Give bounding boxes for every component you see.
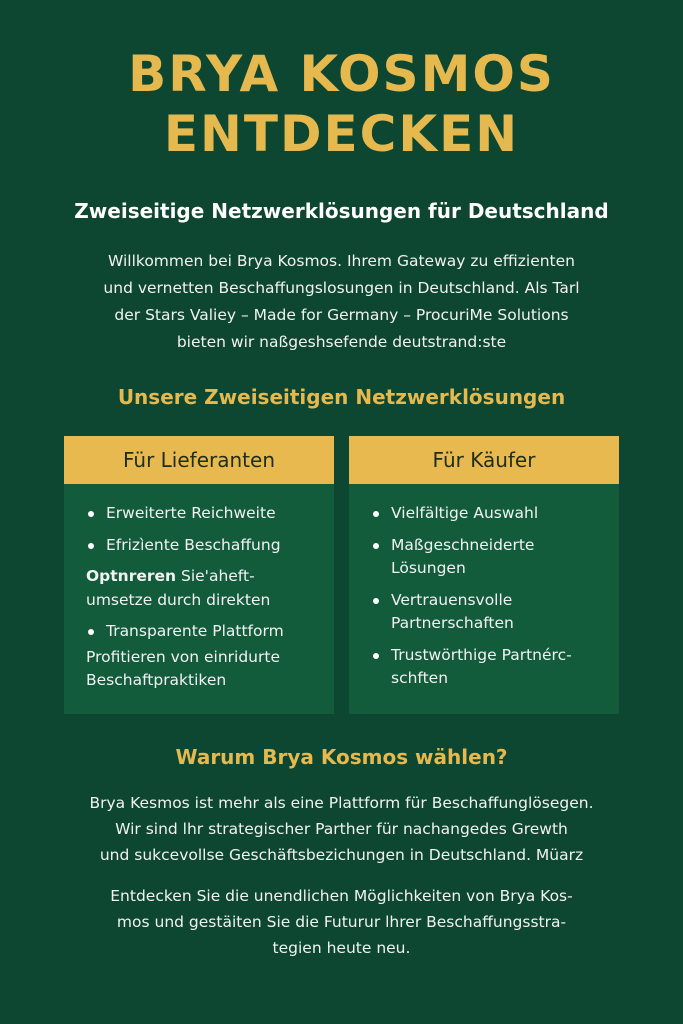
title-line-2: ENTDECKEN: [163, 105, 520, 163]
intro-paragraph: [70, 248, 613, 356]
intro-line: bieten wir naßgeshsefende deutstrand:ste: [176, 333, 507, 351]
list-item: [371, 502, 619, 526]
list-item-text: Transparente Plattform: [106, 622, 284, 640]
why-line: Brya Kesmos ist mehr als eine Plattform für Beschaffunglösegen.: [89, 794, 594, 812]
buyers-card: [349, 436, 619, 714]
intro-line: und vernetten Beschaffungslosungen in Deutschland. Als Tarl: [103, 279, 580, 297]
why-paragraph: [60, 790, 623, 868]
closing-line: mos und gestäiten Sie die Futurur lhrer Beschaffungsstra-: [116, 913, 567, 931]
list-item-text: Erweiterte Reichweite: [106, 504, 276, 522]
list-item: [86, 620, 334, 644]
list-item: [86, 534, 334, 558]
list-item: [371, 534, 619, 581]
suppliers-card-title: Für Lieferanten: [64, 436, 334, 484]
list-item-text: Efrizìente Beschaffung: [106, 535, 281, 554]
title-line-1: BRYA KOSMOS: [128, 45, 555, 103]
list-item-text: [86, 565, 334, 589]
closing-line: tegien heute neu.: [272, 939, 411, 957]
list-item-text: Vielfältige Auswahl: [391, 504, 539, 522]
intro-line: der Stars Valiey – Made for Germany – ProcuriMe Solutions: [114, 306, 569, 324]
intro-line: Willkommen bei Brya Kosmos. Ihrem Gateway zu effizienten: [107, 252, 575, 270]
closing-paragraph: [80, 883, 603, 961]
list-item: [371, 644, 619, 691]
list-item-text: Profitieren von einridurte: [86, 647, 280, 666]
list-item-text: Beschaftpraktiken: [86, 671, 227, 689]
buyers-card-title: Für Käufer: [349, 436, 619, 484]
closing-line: Entdecken Sie die unendlichen Möglichkeiten von Brya Kos-: [110, 887, 573, 905]
list-item-text: Lösungen: [391, 559, 466, 577]
list-item-text: Partnerschaften: [391, 614, 514, 632]
suppliers-card: [64, 436, 334, 714]
why-line: und sukcevollse Geschäftsbezichungen in Deutschland. Müarz: [99, 846, 584, 864]
buyers-list: [349, 484, 619, 691]
solutions-heading: Unsere Zweiseitigen Netzwerklösungen: [117, 385, 566, 409]
why-heading: Warum Brya Kosmos wählen?: [175, 745, 508, 769]
page-title: [0, 44, 683, 164]
suppliers-list: [64, 484, 334, 693]
list-item-text: Maßgeschneiderte: [391, 535, 535, 554]
list-item: [66, 646, 334, 693]
list-item-text: Vertrauensvolle: [391, 590, 513, 609]
subtitle: Zweiseitige Netzwerklösungen für Deutschland: [74, 199, 609, 223]
list-item-bold: Optnreren: [86, 567, 177, 585]
why-line: Wir sind lhr strategischer Parther für nachangedes Grewth: [115, 820, 568, 838]
list-item: [86, 502, 334, 526]
list-item: [371, 589, 619, 636]
list-item-text: umsetze durch direkten: [86, 590, 271, 609]
list-item: [66, 565, 334, 612]
list-item-text: schften: [391, 669, 449, 687]
list-item-text: Trustwörthige Partnérc-: [391, 645, 572, 664]
list-item-rest: Sie'aheft-: [176, 567, 255, 585]
